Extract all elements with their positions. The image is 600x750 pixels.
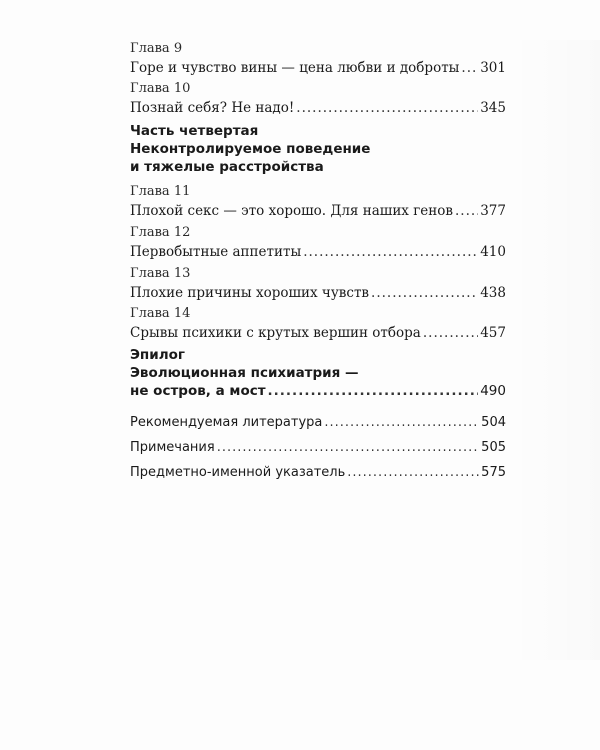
entry-title: Плохой секс — это хорошо. Для наших генов	[130, 203, 454, 219]
page-number: 504	[481, 415, 506, 430]
part-title-line2: и тяжелые расстройства	[130, 159, 324, 175]
dot-leader	[324, 414, 479, 432]
entry-title: Познай себя? Не надо!	[130, 100, 295, 116]
page-number: 345	[480, 100, 506, 116]
dot-leader	[455, 202, 478, 220]
entry-title: Примечания	[130, 440, 215, 455]
page-number: 410	[480, 244, 506, 260]
entry-title: Рекомендуемая литература	[130, 415, 323, 430]
chapter-label: Глава 9	[130, 41, 183, 56]
page-number: 505	[481, 440, 506, 455]
entry-title: Предметно-именной указатель	[130, 465, 346, 480]
dot-leader	[461, 59, 478, 77]
entry-title: Первобытные аппетиты	[130, 244, 302, 260]
toc-entry[interactable]	[130, 243, 506, 261]
toc-entry[interactable]	[130, 99, 506, 117]
part-heading: Часть четвертая	[130, 123, 259, 139]
chapter-label: Глава 11	[130, 184, 191, 199]
chapter-label: Глава 10	[130, 81, 191, 96]
dot-leader	[371, 284, 478, 302]
toc-entry[interactable]	[130, 284, 506, 302]
page-number: 457	[480, 325, 506, 341]
toc-entry[interactable]	[130, 324, 506, 342]
chapter-label: Глава 13	[130, 266, 191, 281]
dot-leader	[303, 243, 478, 261]
dot-leader	[296, 99, 478, 117]
entry-title: Срывы психики с крутых вершин отбора	[130, 325, 421, 341]
page-number: 377	[480, 203, 506, 219]
dot-leader	[347, 464, 479, 482]
epilogue-heading: Эпилог	[130, 347, 185, 363]
entry-title: Горе и чувство вины — цена любви и доброты	[130, 60, 460, 76]
entry-title: не остров, а мост	[130, 383, 266, 399]
chapter-label: Глава 12	[130, 225, 191, 240]
dot-leader	[268, 382, 479, 400]
page-number: 575	[481, 465, 506, 480]
page-number: 301	[480, 60, 506, 76]
bleed-through-shadow	[510, 40, 600, 660]
entry-title: Плохие причины хороших чувств	[130, 285, 370, 301]
toc-entry[interactable]	[130, 202, 506, 220]
page-number: 490	[480, 383, 506, 399]
toc-entry[interactable]	[130, 439, 506, 457]
toc-entry[interactable]	[130, 59, 506, 77]
epilogue-title-line1: Эволюционная психиатрия —	[130, 365, 359, 381]
page-number: 438	[480, 285, 506, 301]
dot-leader	[423, 324, 478, 342]
chapter-label: Глава 14	[130, 306, 191, 321]
toc-entry[interactable]	[130, 464, 506, 482]
toc-entry[interactable]	[130, 414, 506, 432]
dot-leader	[217, 439, 479, 457]
toc-entry[interactable]	[130, 382, 506, 400]
part-title-line1: Неконтролируемое поведение	[130, 141, 371, 157]
